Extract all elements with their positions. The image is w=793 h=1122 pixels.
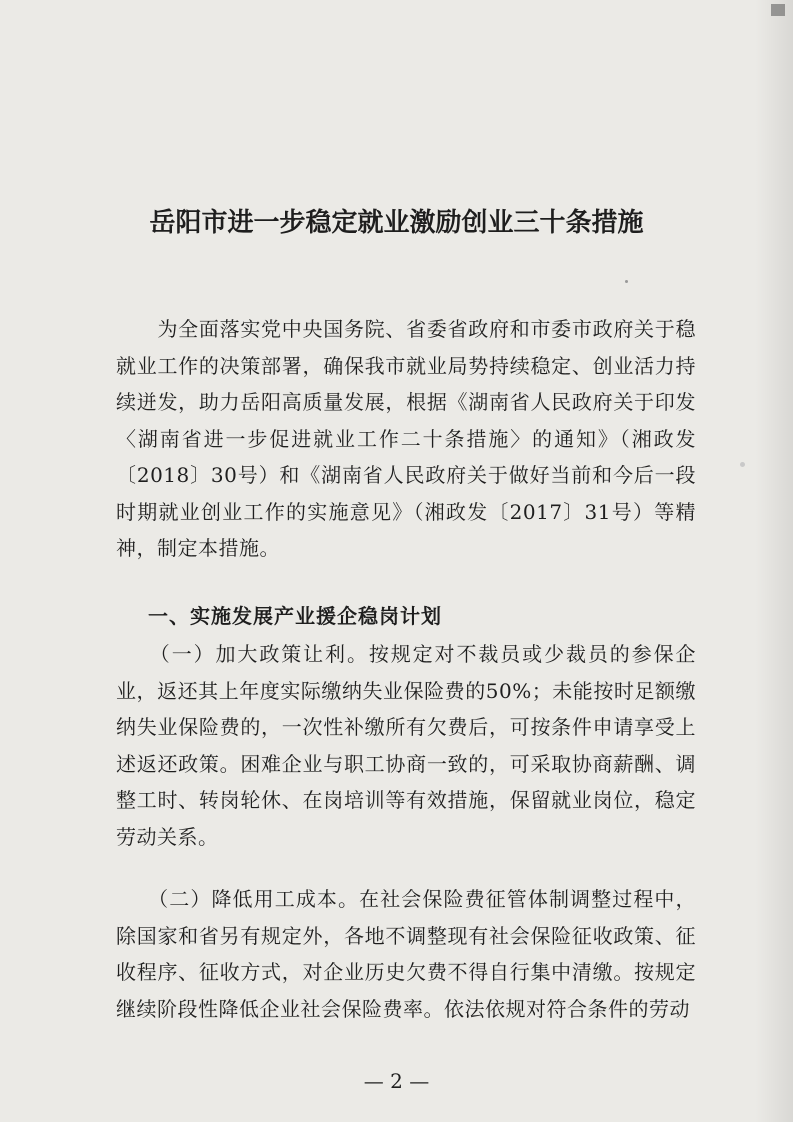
item-paragraph-1: （一）加大政策让利。按规定对不裁员或少裁员的参保企业，返还其上年度实际缴纳失业保险费的50%；未能按时足额缴纳失业保险费的，一次性补缴所有欠费后，可按条件申请享受上述返还政策。困难企业与职工协商一致的，可采取协商薪酬、调整工时、转岗轮休、在岗培训等有效措施，保留就业岗位，稳定劳动关系。 bbox=[116, 642, 696, 849]
intro-paragraph: 为全面落实党中央国务院、省委省政府和市委市政府关于稳就业工作的决策部署，确保我市就业局势持续稳定、创业活力持续迸发，助力岳阳高质量发展，根据《湖南省人民政府关于印发〈湖南省进一步促进就业工作二十条措施〉的通知》（湘政发〔2018〕30号）和《湖南省人民政府关于做好当前和今后一段时期就业创业工作的实施意见》（湘政发〔2017〕31号）等精神，制定本措施。 bbox=[116, 317, 696, 560]
item-paragraph-2: （二）降低用工成本。在社会保险费征管体制调整过程中，除国家和省另有规定外，各地不调整现有社会保险征收政策、征收程序、征收方式，对企业历史欠费不得自行集中清缴。按规定继续阶段性降低企业社会保险费率。依法依规对符合条件的劳动 bbox=[116, 887, 696, 1021]
scan-mark bbox=[771, 4, 785, 16]
scan-speck bbox=[625, 280, 628, 283]
document-title: 岳阳市进一步稳定就业激励创业三十条措施 bbox=[149, 208, 644, 238]
section-heading: 一、实施发展产业援企稳岗计划 bbox=[148, 604, 442, 628]
page-number: — 2 — bbox=[363, 1069, 430, 1093]
scan-speck bbox=[740, 462, 745, 467]
scan-shadow-edge bbox=[755, 0, 793, 1122]
